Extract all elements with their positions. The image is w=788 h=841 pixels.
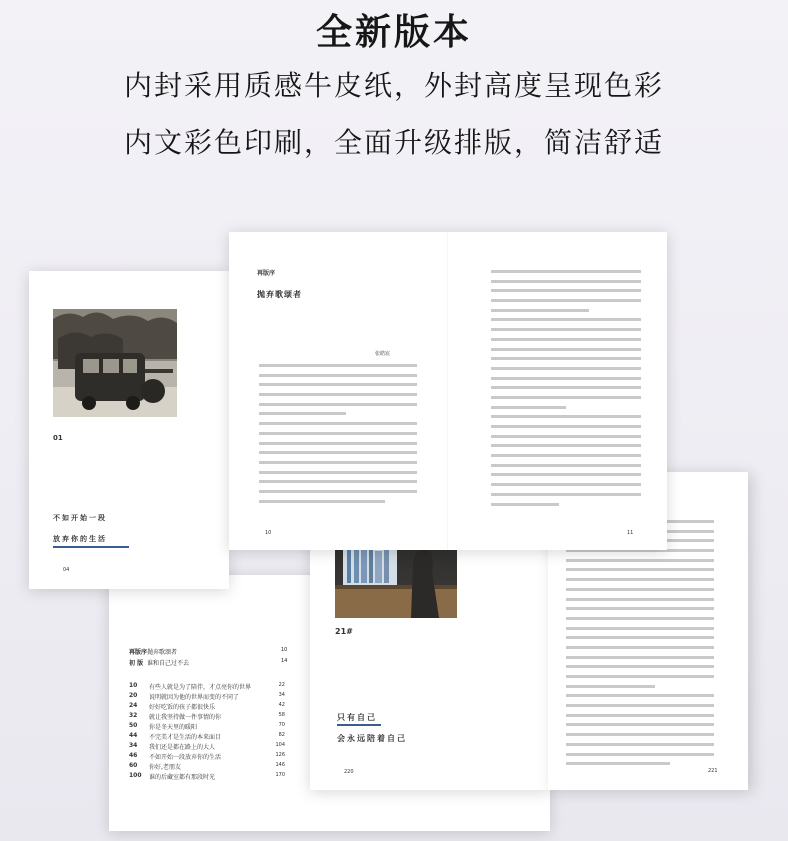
toc-item [129, 682, 285, 691]
toc-item-page: 170 [275, 772, 285, 778]
toc-item-num: 34 [129, 742, 138, 749]
toc-head-label: 初 版 [129, 660, 144, 667]
preface-author: 张皓宸 [375, 351, 391, 357]
toc-item-page: 22 [278, 682, 285, 688]
toc-item-page: 104 [275, 742, 285, 748]
toc-item-num: 10 [129, 682, 138, 689]
toc-item-page: 42 [278, 702, 285, 708]
section-header: 再版序 [257, 270, 276, 277]
headline-feature-1: 内封采用质感牛皮纸，外封高度呈现色彩 [123, 69, 664, 102]
toc-item [129, 762, 285, 771]
toc-item [129, 702, 285, 711]
toc-item [129, 712, 285, 721]
toc-item-num: 50 [129, 722, 138, 729]
toc-item-text: 有些人就是为了陪伴，才点亮你的世界 [149, 684, 252, 691]
subtitle-underline [53, 546, 129, 548]
page-number: 221 [708, 768, 718, 774]
toc-item-num: 46 [129, 752, 138, 759]
toc-head-text: 抛弃歌颂者 [147, 649, 178, 656]
toc-item-page: 82 [278, 732, 285, 738]
toc-item [129, 742, 285, 751]
toc-item-page: 146 [275, 762, 285, 768]
preface-spread [229, 232, 667, 550]
toc-item-page: 34 [278, 692, 285, 698]
toc-item [129, 732, 285, 741]
toc-item [129, 772, 285, 781]
toc-item-num: 32 [129, 712, 138, 719]
toc-item-text: 好好吃饭的孩子都很快乐 [149, 704, 216, 711]
toc-item-text: 就让我坚持做一件事情的你 [149, 714, 222, 721]
body-text [566, 520, 714, 772]
chapter-number: 21# [335, 627, 353, 636]
chapter-subtitle-2: 放弃你的生活 [53, 535, 107, 543]
chapter-subtitle-2: 会永远陪着自己 [337, 734, 407, 743]
toc-item [129, 722, 285, 731]
toc-item-page: 126 [275, 752, 285, 758]
headline-feature-2: 内文彩色印刷，全面升级排版，简洁舒适 [123, 126, 664, 159]
toc-item-text: 我们还是都在路上的大人 [149, 744, 216, 751]
toc-item-text: 不完美才是生活的本来面目 [149, 734, 222, 741]
chapter-subtitle-1: 只有自己 [337, 713, 377, 722]
toc-head-page: 14 [281, 658, 288, 664]
toc-item-page: 70 [278, 722, 285, 728]
chapter-subtitle-1: 不如开始一段 [53, 514, 107, 522]
toc-head-page: 10 [281, 647, 288, 653]
toc-item [129, 692, 285, 701]
page-number: 04 [63, 567, 70, 573]
preface-body-left [259, 364, 417, 509]
page-number: 220 [344, 769, 354, 775]
spine-fold [447, 232, 448, 550]
toc-item-text: 谁的后藏室都有那段时光 [149, 774, 216, 781]
toc-item [129, 752, 285, 761]
toc-item-page: 58 [278, 712, 285, 718]
page-number: 10 [265, 530, 272, 536]
toc-item-num: 100 [129, 772, 142, 779]
chapter-page [29, 271, 229, 589]
preface-title: 抛弃歌颂者 [257, 290, 302, 299]
toc-head-label: 再版序 [129, 649, 148, 656]
toc-item-num: 24 [129, 702, 138, 709]
toc-item-text: 不如开始一段放弃你的生活 [149, 754, 222, 761]
preface-body-right [491, 270, 641, 512]
toc-item-text: 说明就因为他的世界而变的不同了 [149, 694, 240, 701]
chapter-number: 01 [53, 434, 63, 442]
toc-item-text: 你是冬天里的暖阳 [149, 724, 198, 731]
chapter-page [310, 515, 548, 790]
toc-item-text: 你好,老朋友 [149, 764, 181, 771]
toc-item-num: 20 [129, 692, 138, 699]
subtitle-underline [337, 724, 381, 726]
toc-head-text: 谁和自己过不去 [147, 660, 190, 667]
headline-title: 全新版本 [315, 12, 472, 53]
toc-item-num: 60 [129, 762, 138, 769]
street-photo [53, 309, 177, 417]
toc-item-num: 44 [129, 732, 138, 739]
page-number: 11 [627, 530, 634, 536]
